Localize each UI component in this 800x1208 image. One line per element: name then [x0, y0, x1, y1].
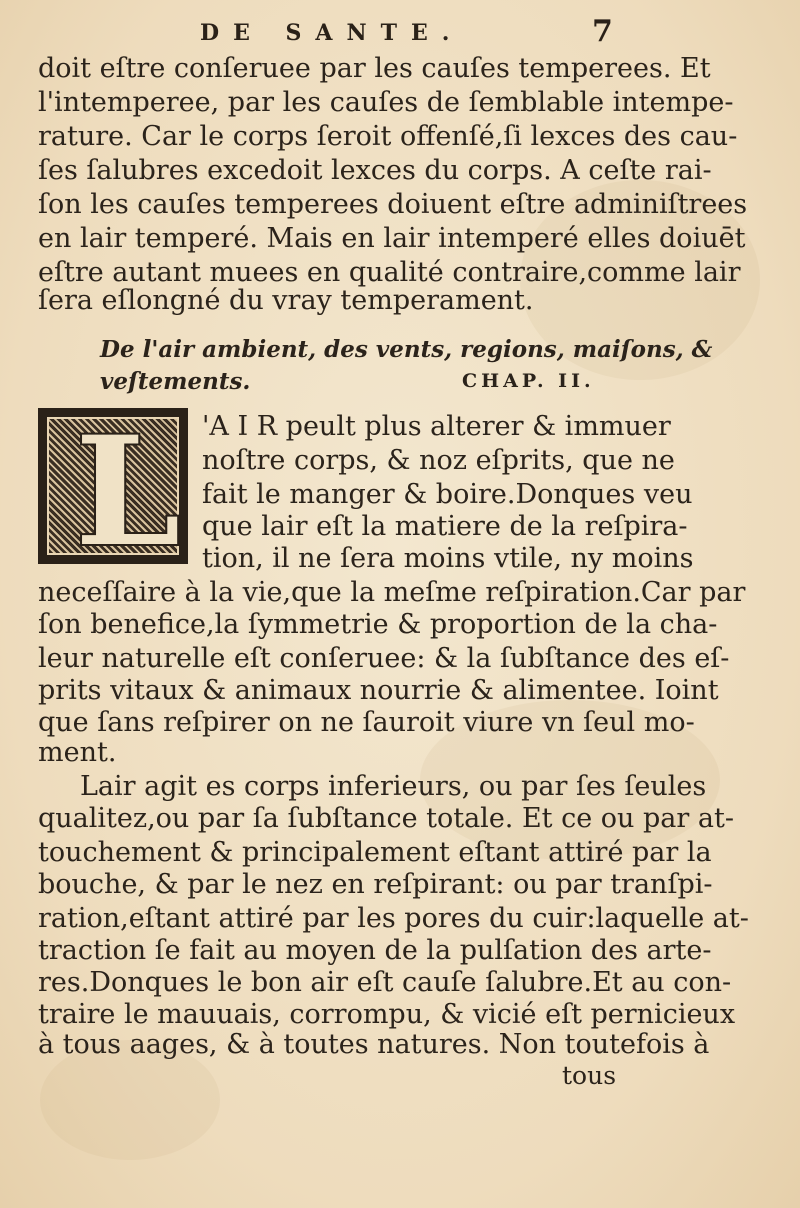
text-line: ration,eſtant attiré par les pores du cuir:laquelle at-	[38, 903, 749, 934]
chapter-title: veſtements.	[100, 368, 251, 395]
text-line: l'intemperee, par les cauſes de ſemblable intempe-	[38, 87, 734, 118]
running-title: DE SANTE.	[200, 20, 464, 46]
text-line: neceſſaire à la vie,que la meſme reſpiration.Car par	[38, 577, 746, 608]
text-line: que lair eſt la matiere de la reſpira-	[202, 511, 688, 542]
text-line: qualitez,ou par ſa ſubſtance totale. Et ce ou par at-	[38, 803, 734, 834]
text-line: Lair agit es corps inferieurs, ou par ſes ſeules	[80, 771, 707, 802]
text-line: ſes ſalubres excedoit lexces du corps. A ceſte rai-	[38, 155, 712, 186]
text-line: traction ſe fait au moyen de la pulſation des arte-	[38, 935, 712, 966]
text-line: tion, il ne ſera moins vtile, ny moins	[202, 543, 694, 574]
text-line: touchement & principalement eſtant attiré par la	[38, 837, 712, 868]
text-line: à tous aages, & à toutes natures. Non toutefois à	[38, 1029, 710, 1060]
text-line: ſon benefice,la ſymmetrie & proportion de la cha-	[38, 609, 718, 640]
chapter-label: CHAP. II.	[462, 370, 595, 392]
text-line: traire le mauuais, corrompu, & vicié eſt pernicieux	[38, 999, 736, 1030]
text-line: ſon les cauſes temperees doiuent eſtre adminiſtrees	[38, 189, 748, 220]
text-line: noſtre corps, & noz eſprits, que ne	[202, 445, 675, 476]
text-line: eſtre autant muees en qualité contraire,comme lair	[38, 257, 741, 288]
text-line: ment.	[38, 737, 117, 768]
text-line: res.Donques le bon air eſt cauſe ſalubre.Et au con-	[38, 967, 732, 998]
initial-letter: L	[75, 404, 181, 580]
catchword: tous	[562, 1061, 617, 1090]
text-line: ſera eſlongné du vray temperament.	[38, 285, 534, 316]
text-line: que ſans reſpirer on ne ſauroit viure vn ſeul mo-	[38, 707, 695, 738]
decorated-initial	[38, 404, 188, 580]
page-number: 7	[592, 14, 613, 49]
text-line: fait le manger & boire.Donques veu	[202, 479, 693, 510]
text-line: rature. Car le corps ſeroit offenſé,ſi lexces des cau-	[38, 121, 738, 152]
text-line: bouche, & par le nez en reſpirant: ou par tranſpi-	[38, 869, 713, 900]
chapter-title: De l'air ambient, des vents, regions, maiſons, &	[100, 336, 713, 363]
text-line: doit eſtre conſeruee par les cauſes temperees. Et	[38, 53, 711, 84]
text-line: prits vitaux & animaux nourrie & alimentee. Ioint	[38, 675, 719, 706]
text-line: en lair temperé. Mais en lair intemperé elles doiuēt	[38, 223, 746, 254]
text-line: leur naturelle eſt conſeruee: & la ſubſtance des eſ-	[38, 643, 730, 674]
text-line: 'A I R peult plus alterer & immuer	[202, 411, 671, 442]
